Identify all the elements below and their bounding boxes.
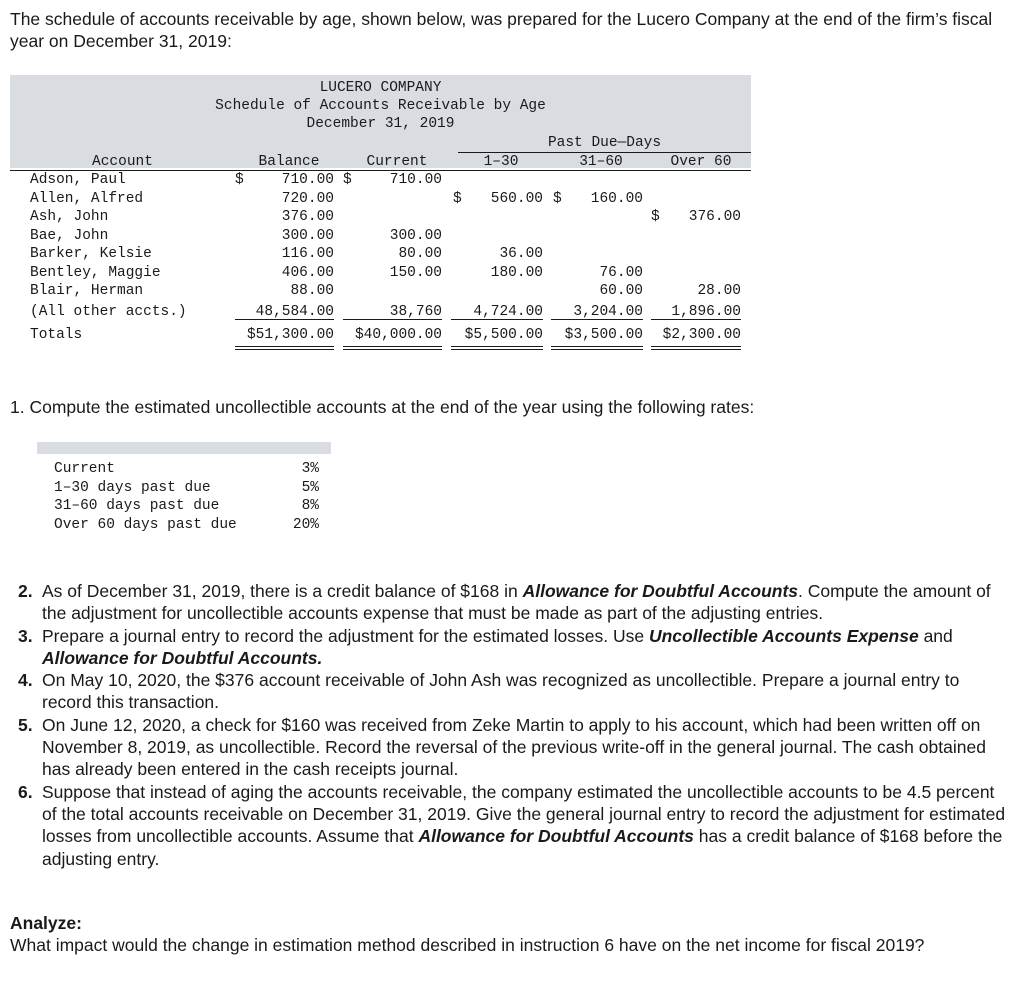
account-term: Uncollectible Accounts Expense: [648, 625, 919, 646]
question-text: Suppose that instead of aging the accounts receivable, the company estimated the uncollectible accounts to be 4.5 percent of the total accounts receivable on December 31, 2019. Give the general journal entry to record the adjustment for estimated losses from uncollectible accounts. Assume that: [42, 781, 1006, 847]
rates-table: [37, 442, 331, 550]
cell-over60: 1,896.00: [671, 303, 741, 320]
rate-label: 1–30 days past due: [54, 479, 211, 496]
balance-double-rule-1: [235, 346, 334, 347]
cell-current: 38,760: [389, 303, 442, 320]
cell-over60: 376.00: [688, 209, 741, 225]
account-name: Bae, John: [30, 227, 109, 244]
cell-balance: 720.00: [281, 190, 334, 207]
cell-over60: 28.00: [697, 283, 741, 299]
totals-1-30: $5,500.00: [464, 327, 543, 343]
cell-balance: 48,584.00: [255, 303, 334, 320]
account-name: Ash, John: [30, 209, 109, 225]
analyze-text: What impact would the change in estimation method described in instruction 6 have on the net income for fiscal 2019?: [10, 935, 925, 955]
d31-60-subtotal-rule: [551, 319, 643, 320]
question-item: [10, 669, 1010, 714]
cell-d31-60: 60.00: [599, 283, 643, 299]
col-header-1-30: 1–30: [483, 154, 519, 170]
cell-d1-30: 560.00: [490, 190, 543, 207]
account-term: Allowance for Doubtful Accounts: [522, 581, 799, 601]
analyze-section: [10, 912, 1015, 956]
account-name: Blair, Herman: [30, 283, 144, 299]
over60-double-rule-2: [651, 349, 741, 350]
over60-double-rule-1: [651, 346, 741, 347]
cell-balance: 710.00: [281, 172, 334, 188]
question-item: [10, 625, 1010, 670]
account-name: (All other accts.): [30, 303, 187, 320]
dollar-sign: $: [651, 209, 660, 225]
account-name: Allen, Alfred: [30, 190, 144, 207]
cell-current: 80.00: [398, 246, 442, 262]
d1-30-subtotal-rule: [451, 319, 543, 320]
question-text: Prepare a journal entry to record the adjustment for the estimated losses. Use: [42, 625, 649, 646]
cell-d31-60: 76.00: [599, 264, 643, 281]
cell-current: 710.00: [389, 172, 442, 188]
cell-d1-30: 4,724.00: [473, 303, 543, 320]
question-number: 3.: [18, 625, 33, 646]
cell-balance: 116.00: [281, 246, 334, 262]
cell-current: 300.00: [389, 227, 442, 244]
rate-label: Over 60 days past due: [54, 516, 237, 533]
over60-subtotal-rule: [651, 319, 741, 320]
rates-header-shading: [37, 442, 331, 454]
question-text: . Compute the amount of the adjustment for uncollectible accounts expense that must be made as part of the adjusting entries.: [42, 581, 991, 624]
col-header-balance: Balance: [258, 154, 320, 170]
question-text: As of December 31, 2019, there is a credit balance of $168 in: [42, 581, 523, 601]
account-name: Bentley, Maggie: [30, 264, 161, 281]
question-number: 4.: [18, 670, 33, 691]
question-list: [10, 580, 1010, 870]
intro-paragraph: The schedule of accounts receivable by age, shown below, was prepared for the Lucero Company at the end of the firm’s fiscal year on December 31, 2019:: [10, 9, 993, 51]
col-header-over-60: Over 60: [670, 154, 732, 170]
totals-over-60: $2,300.00: [662, 327, 741, 343]
aging-schedule-table: [10, 75, 751, 352]
past-due-header: Past Due—Days: [547, 135, 662, 151]
col-header-account: Account: [92, 154, 153, 170]
question-item: [10, 580, 1010, 625]
balance-subtotal-rule: [235, 319, 334, 320]
d1-30-double-rule-2: [451, 349, 543, 350]
account-term: Allowance for Doubtful Accounts: [418, 826, 694, 847]
cell-d31-60: 160.00: [590, 190, 643, 207]
col-header-current: Current: [366, 154, 428, 170]
rate-value: 20%: [292, 516, 319, 533]
dollar-sign: $: [453, 190, 462, 207]
cell-current: 150.00: [389, 264, 442, 281]
dollar-sign: $: [553, 190, 562, 207]
d31-60-double-rule-1: [551, 346, 643, 347]
question-number: 2.: [18, 581, 33, 601]
question-text: has a credit balance of $168 before the adjusting entry.: [42, 826, 1003, 869]
current-subtotal-rule: [343, 319, 442, 320]
rate-label: 31–60 days past due: [54, 498, 220, 514]
question-number: 5.: [18, 714, 33, 735]
dollar-sign: $: [235, 172, 244, 188]
d31-60-double-rule-2: [551, 349, 643, 350]
question-number: 6.: [18, 781, 33, 802]
question-item: [10, 781, 1010, 870]
schedule-date: December 31, 2019: [306, 116, 455, 132]
account-name: Barker, Kelsie: [30, 246, 152, 262]
totals-current: $40,000.00: [354, 327, 442, 343]
schedule-title: Schedule of Accounts Receivable by Age: [215, 98, 546, 114]
cell-d1-30: 180.00: [490, 264, 543, 281]
totals-31-60: $3,500.00: [564, 327, 643, 343]
analyze-heading: Analyze:: [10, 913, 82, 933]
question-item: [10, 714, 1010, 781]
cell-d1-30: 36.00: [499, 246, 543, 262]
account-name: Adson, Paul: [30, 172, 126, 188]
question-text: On May 10, 2020, the $376 account receivable of John Ash was recognized as uncollectible. Prepare a journal entry to record this transaction.: [42, 670, 960, 713]
cell-balance: 88.00: [290, 283, 334, 299]
cell-balance: 406.00: [281, 264, 334, 281]
col-header-31-60: 31–60: [579, 154, 623, 170]
totals-label: Totals: [30, 327, 83, 343]
cell-balance: 300.00: [281, 227, 334, 244]
question-text: and: [918, 625, 953, 646]
rate-value: 3%: [301, 461, 319, 477]
dollar-sign: $: [343, 172, 352, 188]
rate-label: Current: [54, 461, 115, 477]
rate-value: 5%: [301, 479, 319, 496]
balance-double-rule-2: [235, 349, 334, 350]
account-term: Allowance for Doubtful Accounts.: [42, 647, 323, 668]
totals-balance: $51,300.00: [246, 327, 334, 343]
d1-30-double-rule-1: [451, 346, 543, 347]
cell-d31-60: 3,204.00: [573, 303, 643, 320]
company-name: LUCERO COMPANY: [319, 80, 442, 96]
current-double-rule-2: [343, 349, 442, 350]
rate-value: 8%: [301, 498, 319, 514]
question-1: 1. Compute the estimated uncollectible accounts at the end of the year using the following rates:: [10, 397, 755, 417]
cell-balance: 376.00: [281, 209, 334, 225]
current-double-rule-1: [343, 346, 442, 347]
question-text: On June 12, 2020, a check for $160 was received from Zeke Martin to apply to his account, which had been written off on November 8, 2019, as uncollectible. Record the reversal of the previous write-off in the general journal. The cash obtained has already been entered in the cash receipts journal.: [42, 714, 986, 780]
